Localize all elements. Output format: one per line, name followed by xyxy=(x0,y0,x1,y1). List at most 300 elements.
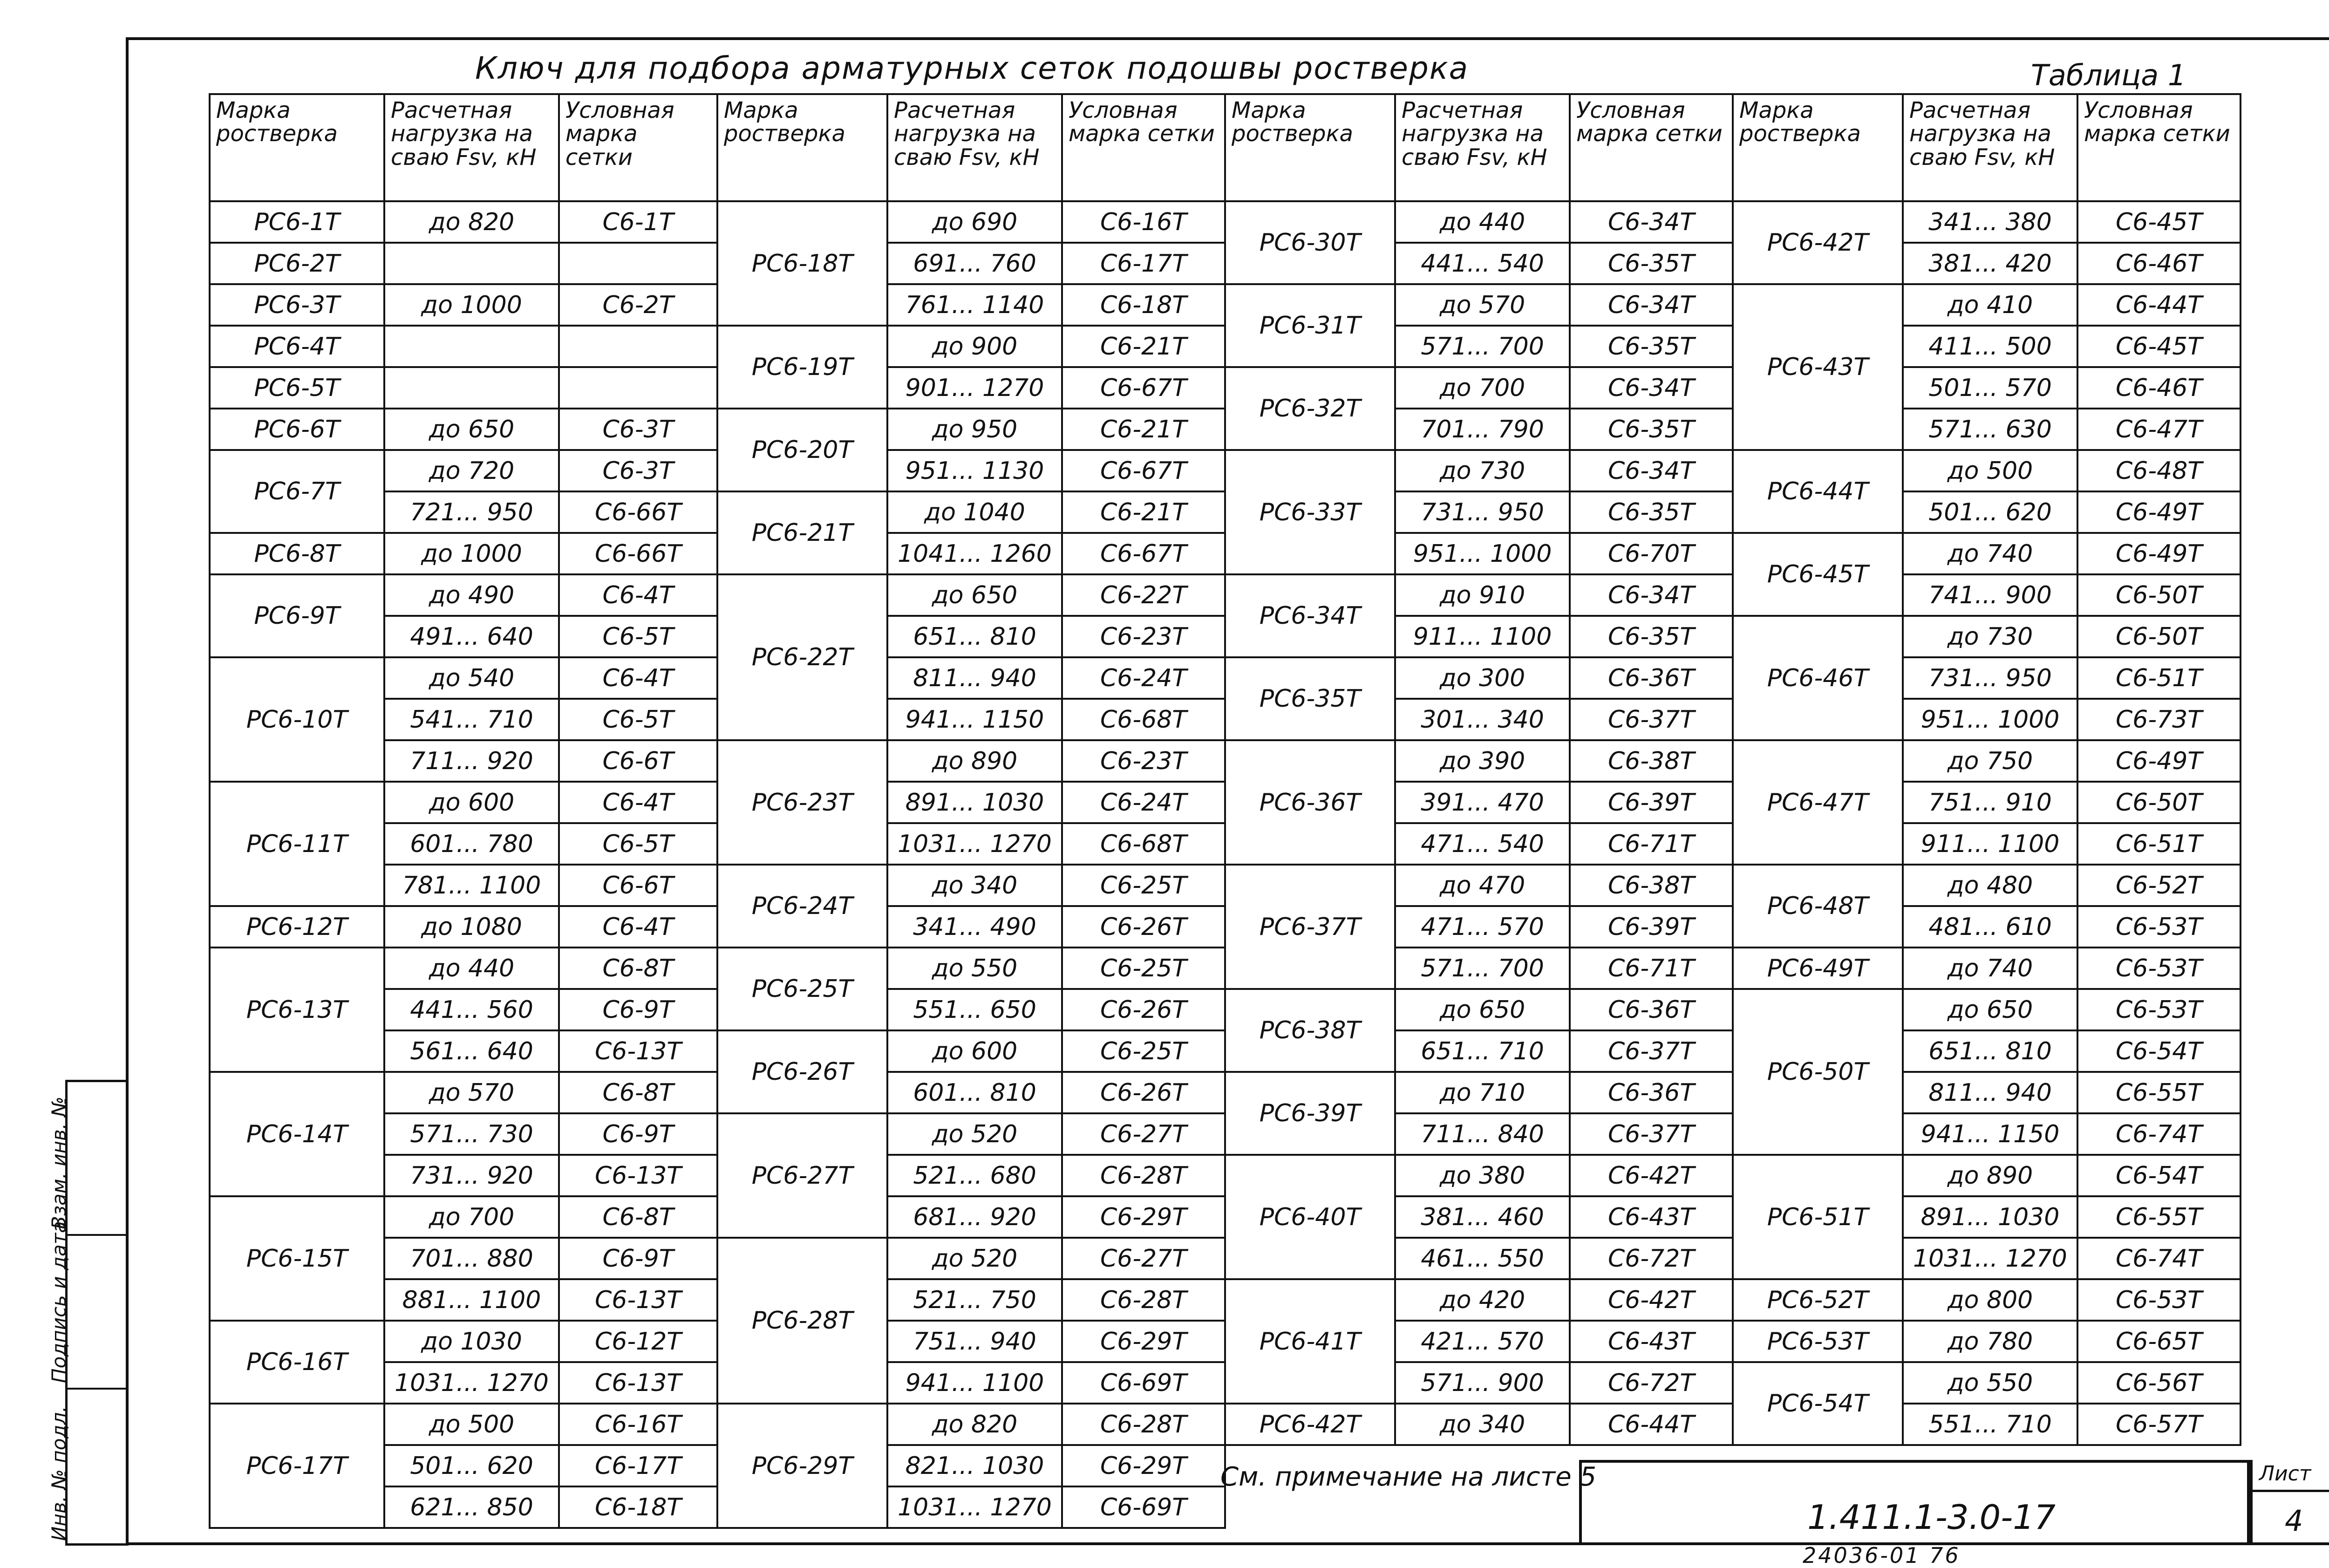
table-group-3 xyxy=(1224,93,1734,1446)
table-group-4 xyxy=(1732,93,2241,1446)
table-row xyxy=(717,409,1225,450)
table-row xyxy=(717,1238,1225,1279)
cell-load: 751... 940 xyxy=(887,1321,1062,1362)
cell-mesh: С6-49Т xyxy=(2077,533,2240,574)
cell-load: до 470 xyxy=(1395,865,1570,906)
cell-mesh: С6-71Т xyxy=(1570,823,1733,865)
cell-mark: РС6-6Т xyxy=(210,409,384,450)
cell-load: 1031... 1270 xyxy=(1903,1238,2077,1279)
cell-load: до 700 xyxy=(384,1196,559,1238)
table-row xyxy=(717,1030,1225,1072)
cell-mesh: С6-54Т xyxy=(2077,1155,2240,1196)
cell-load: до 380 xyxy=(1395,1155,1570,1196)
strip-inv-repl-label: Взам. инв. № xyxy=(48,1096,70,1229)
cell-load: до 520 xyxy=(887,1238,1062,1279)
page-title: Ключ для подбора арматурных сеток подошвы ростверка xyxy=(475,50,1469,86)
strip-cell-sign-date xyxy=(48,1221,129,1390)
cell-load: до 490 xyxy=(384,574,559,616)
cell-load: 821... 1030 xyxy=(887,1445,1062,1486)
cell-load: до 720 xyxy=(384,450,559,491)
cell-mesh: С6-13Т xyxy=(559,1030,717,1072)
cell-mesh: С6-54Т xyxy=(2077,1030,2240,1072)
cell-load: 601... 780 xyxy=(384,823,559,865)
cell-mesh: С6-68Т xyxy=(1062,823,1225,865)
cell-mesh: С6-68Т xyxy=(1062,699,1225,740)
cell-mark: РС6-39Т xyxy=(1225,1072,1395,1155)
cell-mesh: С6-5Т xyxy=(559,823,717,865)
table-header-row xyxy=(717,94,1225,201)
table-row xyxy=(1733,284,2240,326)
cell-mesh: С6-71Т xyxy=(1570,948,1733,989)
cell-load: до 750 xyxy=(1903,740,2077,782)
cell-mark: РС6-43Т xyxy=(1733,284,1903,450)
cell-mark: РС6-20Т xyxy=(717,409,887,491)
cell-mesh: С6-36Т xyxy=(1570,657,1733,699)
cell-load: 951... 1130 xyxy=(887,450,1062,491)
cell-mark: РС6-46Т xyxy=(1733,616,1903,740)
cell-mesh: С6-5Т xyxy=(559,616,717,657)
table-row xyxy=(1733,740,2240,782)
table-row xyxy=(210,906,717,948)
cell-mark: РС6-12Т xyxy=(210,906,384,948)
cell-load: 551... 710 xyxy=(1903,1404,2077,1445)
table-row xyxy=(1225,1072,1733,1113)
cell-load: 551... 650 xyxy=(887,989,1062,1030)
cell-load: до 890 xyxy=(887,740,1062,782)
table-row xyxy=(210,948,717,989)
cell-mark: РС6-51Т xyxy=(1733,1155,1903,1279)
cell-mark: РС6-4Т xyxy=(210,326,384,367)
cell-mesh: С6-24Т xyxy=(1062,782,1225,823)
cell-load: 701... 790 xyxy=(1395,409,1570,450)
cell-mesh xyxy=(559,243,717,284)
sheet-label: Лист xyxy=(2259,1462,2311,1486)
cell-load: 701... 880 xyxy=(384,1238,559,1279)
cell-mesh: С6-3Т xyxy=(559,450,717,491)
cell-mesh: С6-36Т xyxy=(1570,1072,1733,1113)
table-row xyxy=(717,1113,1225,1155)
cell-load: 731... 950 xyxy=(1395,491,1570,533)
cell-mark: РС6-40Т xyxy=(1225,1155,1395,1279)
cell-load: 751... 910 xyxy=(1903,782,2077,823)
cell-mark: РС6-33Т xyxy=(1225,450,1395,574)
cell-mesh: С6-38Т xyxy=(1570,865,1733,906)
header-load: Расчетная нагрузка на сваю Fsv, кН xyxy=(384,94,559,201)
cell-mesh: С6-26Т xyxy=(1062,906,1225,948)
cell-mesh: С6-51Т xyxy=(2077,823,2240,865)
cell-mark: РС6-9Т xyxy=(210,574,384,657)
cell-mesh: С6-13Т xyxy=(559,1155,717,1196)
cell-load: 341... 490 xyxy=(887,906,1062,948)
table-row xyxy=(1225,1404,1733,1445)
cell-load: 1031... 1270 xyxy=(384,1362,559,1404)
cell-load: 911... 1100 xyxy=(1395,616,1570,657)
cell-mesh: С6-17Т xyxy=(1062,243,1225,284)
table-row xyxy=(717,201,1225,243)
cell-mark: РС6-21Т xyxy=(717,491,887,574)
cell-load: до 730 xyxy=(1903,616,2077,657)
sheet-number: 4 xyxy=(2285,1504,2303,1538)
cell-mesh: С6-35Т xyxy=(1570,491,1733,533)
cell-load: до 950 xyxy=(887,409,1062,450)
cell-mesh: С6-34Т xyxy=(1570,367,1733,409)
cell-load: до 600 xyxy=(384,782,559,823)
cell-load: 891... 1030 xyxy=(887,782,1062,823)
cell-load: 1031... 1270 xyxy=(887,1486,1062,1528)
stamp-strip xyxy=(48,1080,129,1546)
cell-mesh: С6-42Т xyxy=(1570,1279,1733,1321)
cell-mark: РС6-25Т xyxy=(717,948,887,1030)
cell-mark: РС6-14Т xyxy=(210,1072,384,1196)
cell-load: до 440 xyxy=(1395,201,1570,243)
table-row xyxy=(1733,1362,2240,1404)
cell-load: 381... 460 xyxy=(1395,1196,1570,1238)
cell-mesh: С6-21Т xyxy=(1062,409,1225,450)
cell-load: до 780 xyxy=(1903,1321,2077,1362)
cell-mark: РС6-38Т xyxy=(1225,989,1395,1072)
cell-load: 951... 1000 xyxy=(1903,699,2077,740)
cell-mesh: С6-5Т xyxy=(559,699,717,740)
cell-load: 571... 700 xyxy=(1395,948,1570,989)
cell-mesh: С6-50Т xyxy=(2077,782,2240,823)
cell-mesh: С6-52Т xyxy=(2077,865,2240,906)
cell-load: 501... 620 xyxy=(1903,491,2077,533)
cell-mark: РС6-29Т xyxy=(717,1404,887,1528)
cell-load: 731... 950 xyxy=(1903,657,2077,699)
table-row xyxy=(210,201,717,243)
table-row xyxy=(1733,1321,2240,1362)
cell-mesh: С6-46Т xyxy=(2077,367,2240,409)
cell-load: 521... 680 xyxy=(887,1155,1062,1196)
cell-mark: РС6-36Т xyxy=(1225,740,1395,865)
header-mesh: Условная марка сетки xyxy=(2077,94,2240,201)
cell-mark: РС6-26Т xyxy=(717,1030,887,1113)
table-row xyxy=(717,491,1225,533)
cell-mesh: С6-25Т xyxy=(1062,1030,1225,1072)
table-row xyxy=(210,450,717,491)
cell-mesh: С6-6Т xyxy=(559,865,717,906)
cell-mesh: С6-26Т xyxy=(1062,989,1225,1030)
cell-mesh xyxy=(559,367,717,409)
table-row xyxy=(717,948,1225,989)
cell-mark: РС6-37Т xyxy=(1225,865,1395,989)
cell-mesh: С6-34Т xyxy=(1570,450,1733,491)
cell-mesh: С6-67Т xyxy=(1062,367,1225,409)
cell-mesh: С6-9Т xyxy=(559,1113,717,1155)
cell-load: до 650 xyxy=(1395,989,1570,1030)
cell-mesh: С6-55Т xyxy=(2077,1196,2240,1238)
cell-load: до 300 xyxy=(1395,657,1570,699)
cell-mesh: С6-72Т xyxy=(1570,1238,1733,1279)
cell-mark: РС6-49Т xyxy=(1733,948,1903,989)
cell-mesh: С6-70Т xyxy=(1570,533,1733,574)
table-row xyxy=(1225,989,1733,1030)
cell-mesh: С6-55Т xyxy=(2077,1072,2240,1113)
cell-mesh: С6-34Т xyxy=(1570,574,1733,616)
cell-mesh: С6-35Т xyxy=(1570,409,1733,450)
cell-mark: РС6-7Т xyxy=(210,450,384,533)
cell-mesh: С6-21Т xyxy=(1062,491,1225,533)
note-text: См. примечание на листе 5 xyxy=(1220,1462,1597,1492)
cell-mesh: С6-29Т xyxy=(1062,1321,1225,1362)
table-row xyxy=(210,326,717,367)
cell-mesh: С6-22Т xyxy=(1062,574,1225,616)
cell-mesh: С6-49Т xyxy=(2077,491,2240,533)
strip-cell-inv-repl xyxy=(48,1082,129,1236)
table-row xyxy=(1733,450,2240,491)
cell-mark: РС6-42Т xyxy=(1733,201,1903,284)
cell-load: 651... 710 xyxy=(1395,1030,1570,1072)
cell-load: до 340 xyxy=(887,865,1062,906)
header-load: Расчетная нагрузка на сваю Fsv, кН xyxy=(1395,94,1570,201)
cell-mark: РС6-31Т xyxy=(1225,284,1395,367)
cell-mark: РС6-42Т xyxy=(1225,1404,1395,1445)
cell-load: 811... 940 xyxy=(887,657,1062,699)
cell-mesh: С6-29Т xyxy=(1062,1445,1225,1486)
cell-load: 501... 620 xyxy=(384,1445,559,1486)
table-row xyxy=(1733,533,2240,574)
table-row xyxy=(1225,450,1733,491)
table-row xyxy=(1225,574,1733,616)
cell-mark: РС6-41Т xyxy=(1225,1279,1395,1404)
cell-mesh: С6-65Т xyxy=(2077,1321,2240,1362)
cell-mark: РС6-45Т xyxy=(1733,533,1903,616)
cell-mesh: С6-39Т xyxy=(1570,906,1733,948)
cell-mesh: С6-18Т xyxy=(1062,284,1225,326)
cell-load xyxy=(384,326,559,367)
cell-mark: РС6-15Т xyxy=(210,1196,384,1321)
cell-load: 651... 810 xyxy=(887,616,1062,657)
cell-load: до 1080 xyxy=(384,906,559,948)
table-row xyxy=(210,1404,717,1445)
cell-mark: РС6-52Т xyxy=(1733,1279,1903,1321)
cell-load: 941... 1150 xyxy=(887,699,1062,740)
cell-load: 301... 340 xyxy=(1395,699,1570,740)
strip-inv-orig-label: Инв. № подл. xyxy=(48,1406,70,1541)
cell-load: до 650 xyxy=(1903,989,2077,1030)
cell-mesh: С6-72Т xyxy=(1570,1362,1733,1404)
cell-load: 471... 570 xyxy=(1395,906,1570,948)
header-mark: Марка ростверка xyxy=(1225,94,1395,201)
cell-mark: РС6-11Т xyxy=(210,782,384,906)
table-header-row xyxy=(210,94,717,201)
cell-load: 391... 470 xyxy=(1395,782,1570,823)
cell-load: 761... 1140 xyxy=(887,284,1062,326)
table-row xyxy=(1225,201,1733,243)
cell-mesh: С6-36Т xyxy=(1570,989,1733,1030)
cell-mesh: С6-74Т xyxy=(2077,1238,2240,1279)
cell-load: до 500 xyxy=(1903,450,2077,491)
cell-load: 911... 1100 xyxy=(1903,823,2077,865)
cell-load: 651... 810 xyxy=(1903,1030,2077,1072)
header-mark: Марка ростверка xyxy=(1733,94,1903,201)
cell-mark: РС6-44Т xyxy=(1733,450,1903,533)
cell-mesh: С6-27Т xyxy=(1062,1113,1225,1155)
cell-mesh: С6-25Т xyxy=(1062,948,1225,989)
cell-load: до 820 xyxy=(384,201,559,243)
table-row xyxy=(1225,1155,1733,1196)
cell-load: 941... 1150 xyxy=(1903,1113,2077,1155)
cell-load: до 710 xyxy=(1395,1072,1570,1113)
cell-mesh: С6-8Т xyxy=(559,1072,717,1113)
cell-mesh: С6-73Т xyxy=(2077,699,2240,740)
cell-mark: РС6-8Т xyxy=(210,533,384,574)
cell-mesh: С6-9Т xyxy=(559,1238,717,1279)
cell-mesh: С6-16Т xyxy=(1062,201,1225,243)
table-header-row xyxy=(1225,94,1733,201)
cell-load: до 440 xyxy=(384,948,559,989)
table-row xyxy=(210,1196,717,1238)
header-mark: Марка ростверка xyxy=(717,94,887,201)
table-row xyxy=(210,243,717,284)
cell-mesh: С6-66Т xyxy=(559,491,717,533)
cell-load: 441... 540 xyxy=(1395,243,1570,284)
cell-load: 731... 920 xyxy=(384,1155,559,1196)
table-header-row xyxy=(1733,94,2240,201)
table-row xyxy=(210,1072,717,1113)
cell-load: 461... 550 xyxy=(1395,1238,1570,1279)
cell-mesh: С6-2Т xyxy=(559,284,717,326)
cell-load: 741... 900 xyxy=(1903,574,2077,616)
table-row xyxy=(1225,657,1733,699)
cell-load: до 700 xyxy=(1395,367,1570,409)
header-load: Расчетная нагрузка на сваю Fsv, кН xyxy=(887,94,1062,201)
sheet-divider xyxy=(2250,1490,2329,1492)
table-row xyxy=(210,1321,717,1362)
cell-load: 521... 750 xyxy=(887,1279,1062,1321)
cell-mesh: С6-28Т xyxy=(1062,1279,1225,1321)
cell-mark: РС6-10Т xyxy=(210,657,384,782)
cell-load: 571... 630 xyxy=(1903,409,2077,450)
table-row xyxy=(1225,740,1733,782)
cell-load: до 800 xyxy=(1903,1279,2077,1321)
cell-mesh: С6-46Т xyxy=(2077,243,2240,284)
cell-load: 951... 1000 xyxy=(1395,533,1570,574)
cell-mark: РС6-24Т xyxy=(717,865,887,948)
cell-load: 681... 920 xyxy=(887,1196,1062,1238)
table-row xyxy=(1225,367,1733,409)
cell-mesh: С6-67Т xyxy=(1062,450,1225,491)
cell-mesh: С6-13Т xyxy=(559,1279,717,1321)
table-row xyxy=(1225,284,1733,326)
cell-mesh: С6-23Т xyxy=(1062,616,1225,657)
cell-load: 601... 810 xyxy=(887,1072,1062,1113)
cell-load: 381... 420 xyxy=(1903,243,2077,284)
cell-mesh: С6-23Т xyxy=(1062,740,1225,782)
cell-load: до 570 xyxy=(384,1072,559,1113)
cell-load: 881... 1100 xyxy=(384,1279,559,1321)
cell-mark: РС6-19Т xyxy=(717,326,887,409)
cell-load: 571... 730 xyxy=(384,1113,559,1155)
cell-mesh: С6-53Т xyxy=(2077,989,2240,1030)
cell-load xyxy=(384,243,559,284)
table-row xyxy=(1733,616,2240,657)
table-row xyxy=(210,284,717,326)
cell-mesh: С6-8Т xyxy=(559,1196,717,1238)
cell-mesh: С6-6Т xyxy=(559,740,717,782)
cell-mesh: С6-74Т xyxy=(2077,1113,2240,1155)
cell-mark: РС6-28Т xyxy=(717,1238,887,1404)
cell-load: до 1040 xyxy=(887,491,1062,533)
cell-load: до 520 xyxy=(887,1113,1062,1155)
strip-sign-date-label: Подпись и дата xyxy=(48,1221,70,1383)
cell-mesh: С6-44Т xyxy=(2077,284,2240,326)
table-row xyxy=(210,782,717,823)
table-group-1 xyxy=(209,93,718,1529)
cell-mesh: С6-1Т xyxy=(559,201,717,243)
cell-mesh: С6-34Т xyxy=(1570,284,1733,326)
cell-load: до 550 xyxy=(1903,1362,2077,1404)
cell-mesh: С6-69Т xyxy=(1062,1486,1225,1528)
cell-mesh xyxy=(559,326,717,367)
table-row xyxy=(210,657,717,699)
table-row xyxy=(210,574,717,616)
cell-mesh: С6-69Т xyxy=(1062,1362,1225,1404)
cell-mesh: С6-4Т xyxy=(559,906,717,948)
cell-mesh: С6-44Т xyxy=(1570,1404,1733,1445)
cell-mark: РС6-48Т xyxy=(1733,865,1903,948)
cell-mesh: С6-28Т xyxy=(1062,1155,1225,1196)
cell-load: 711... 840 xyxy=(1395,1113,1570,1155)
table-row xyxy=(1225,1279,1733,1321)
cell-load: до 1000 xyxy=(384,533,559,574)
cell-load: до 690 xyxy=(887,201,1062,243)
cell-mesh: С6-37Т xyxy=(1570,1030,1733,1072)
cell-mark: РС6-1Т xyxy=(210,201,384,243)
cell-mesh: С6-18Т xyxy=(559,1486,717,1528)
cell-load: 481... 610 xyxy=(1903,906,2077,948)
cell-load: 721... 950 xyxy=(384,491,559,533)
table-row xyxy=(717,740,1225,782)
cell-mesh: С6-56Т xyxy=(2077,1362,2240,1404)
table-row xyxy=(717,1404,1225,1445)
table-row xyxy=(210,367,717,409)
cell-load: 941... 1100 xyxy=(887,1362,1062,1404)
cell-load: до 1000 xyxy=(384,284,559,326)
cell-mesh: С6-4Т xyxy=(559,574,717,616)
cell-mesh: С6-34Т xyxy=(1570,201,1733,243)
cell-mesh: С6-39Т xyxy=(1570,782,1733,823)
table-row xyxy=(717,574,1225,616)
table-row xyxy=(210,533,717,574)
cell-load: до 420 xyxy=(1395,1279,1570,1321)
cell-load: до 890 xyxy=(1903,1155,2077,1196)
strip-cell-inv-orig xyxy=(48,1390,129,1546)
table-row xyxy=(1733,989,2240,1030)
cell-load: 1031... 1270 xyxy=(887,823,1062,865)
cell-mesh: С6-3Т xyxy=(559,409,717,450)
cell-load: 891... 1030 xyxy=(1903,1196,2077,1238)
cell-load xyxy=(384,367,559,409)
cell-load: 411... 500 xyxy=(1903,326,2077,367)
cell-mesh: С6-49Т xyxy=(2077,740,2240,782)
cell-load: 571... 700 xyxy=(1395,326,1570,367)
cell-mesh: С6-17Т xyxy=(559,1445,717,1486)
cell-mark: РС6-50Т xyxy=(1733,989,1903,1155)
cell-load: до 910 xyxy=(1395,574,1570,616)
header-mark: Марка ростверка xyxy=(210,94,384,201)
cell-mesh: С6-45Т xyxy=(2077,201,2240,243)
cell-load: 501... 570 xyxy=(1903,367,2077,409)
table-row xyxy=(717,326,1225,367)
cell-mark: РС6-16Т xyxy=(210,1321,384,1404)
cell-load: 621... 850 xyxy=(384,1486,559,1528)
cell-mark: РС6-22Т xyxy=(717,574,887,740)
cell-mark: РС6-32Т xyxy=(1225,367,1395,450)
cell-load: до 650 xyxy=(384,409,559,450)
cell-mesh: С6-35Т xyxy=(1570,616,1733,657)
table-row xyxy=(1733,948,2240,989)
